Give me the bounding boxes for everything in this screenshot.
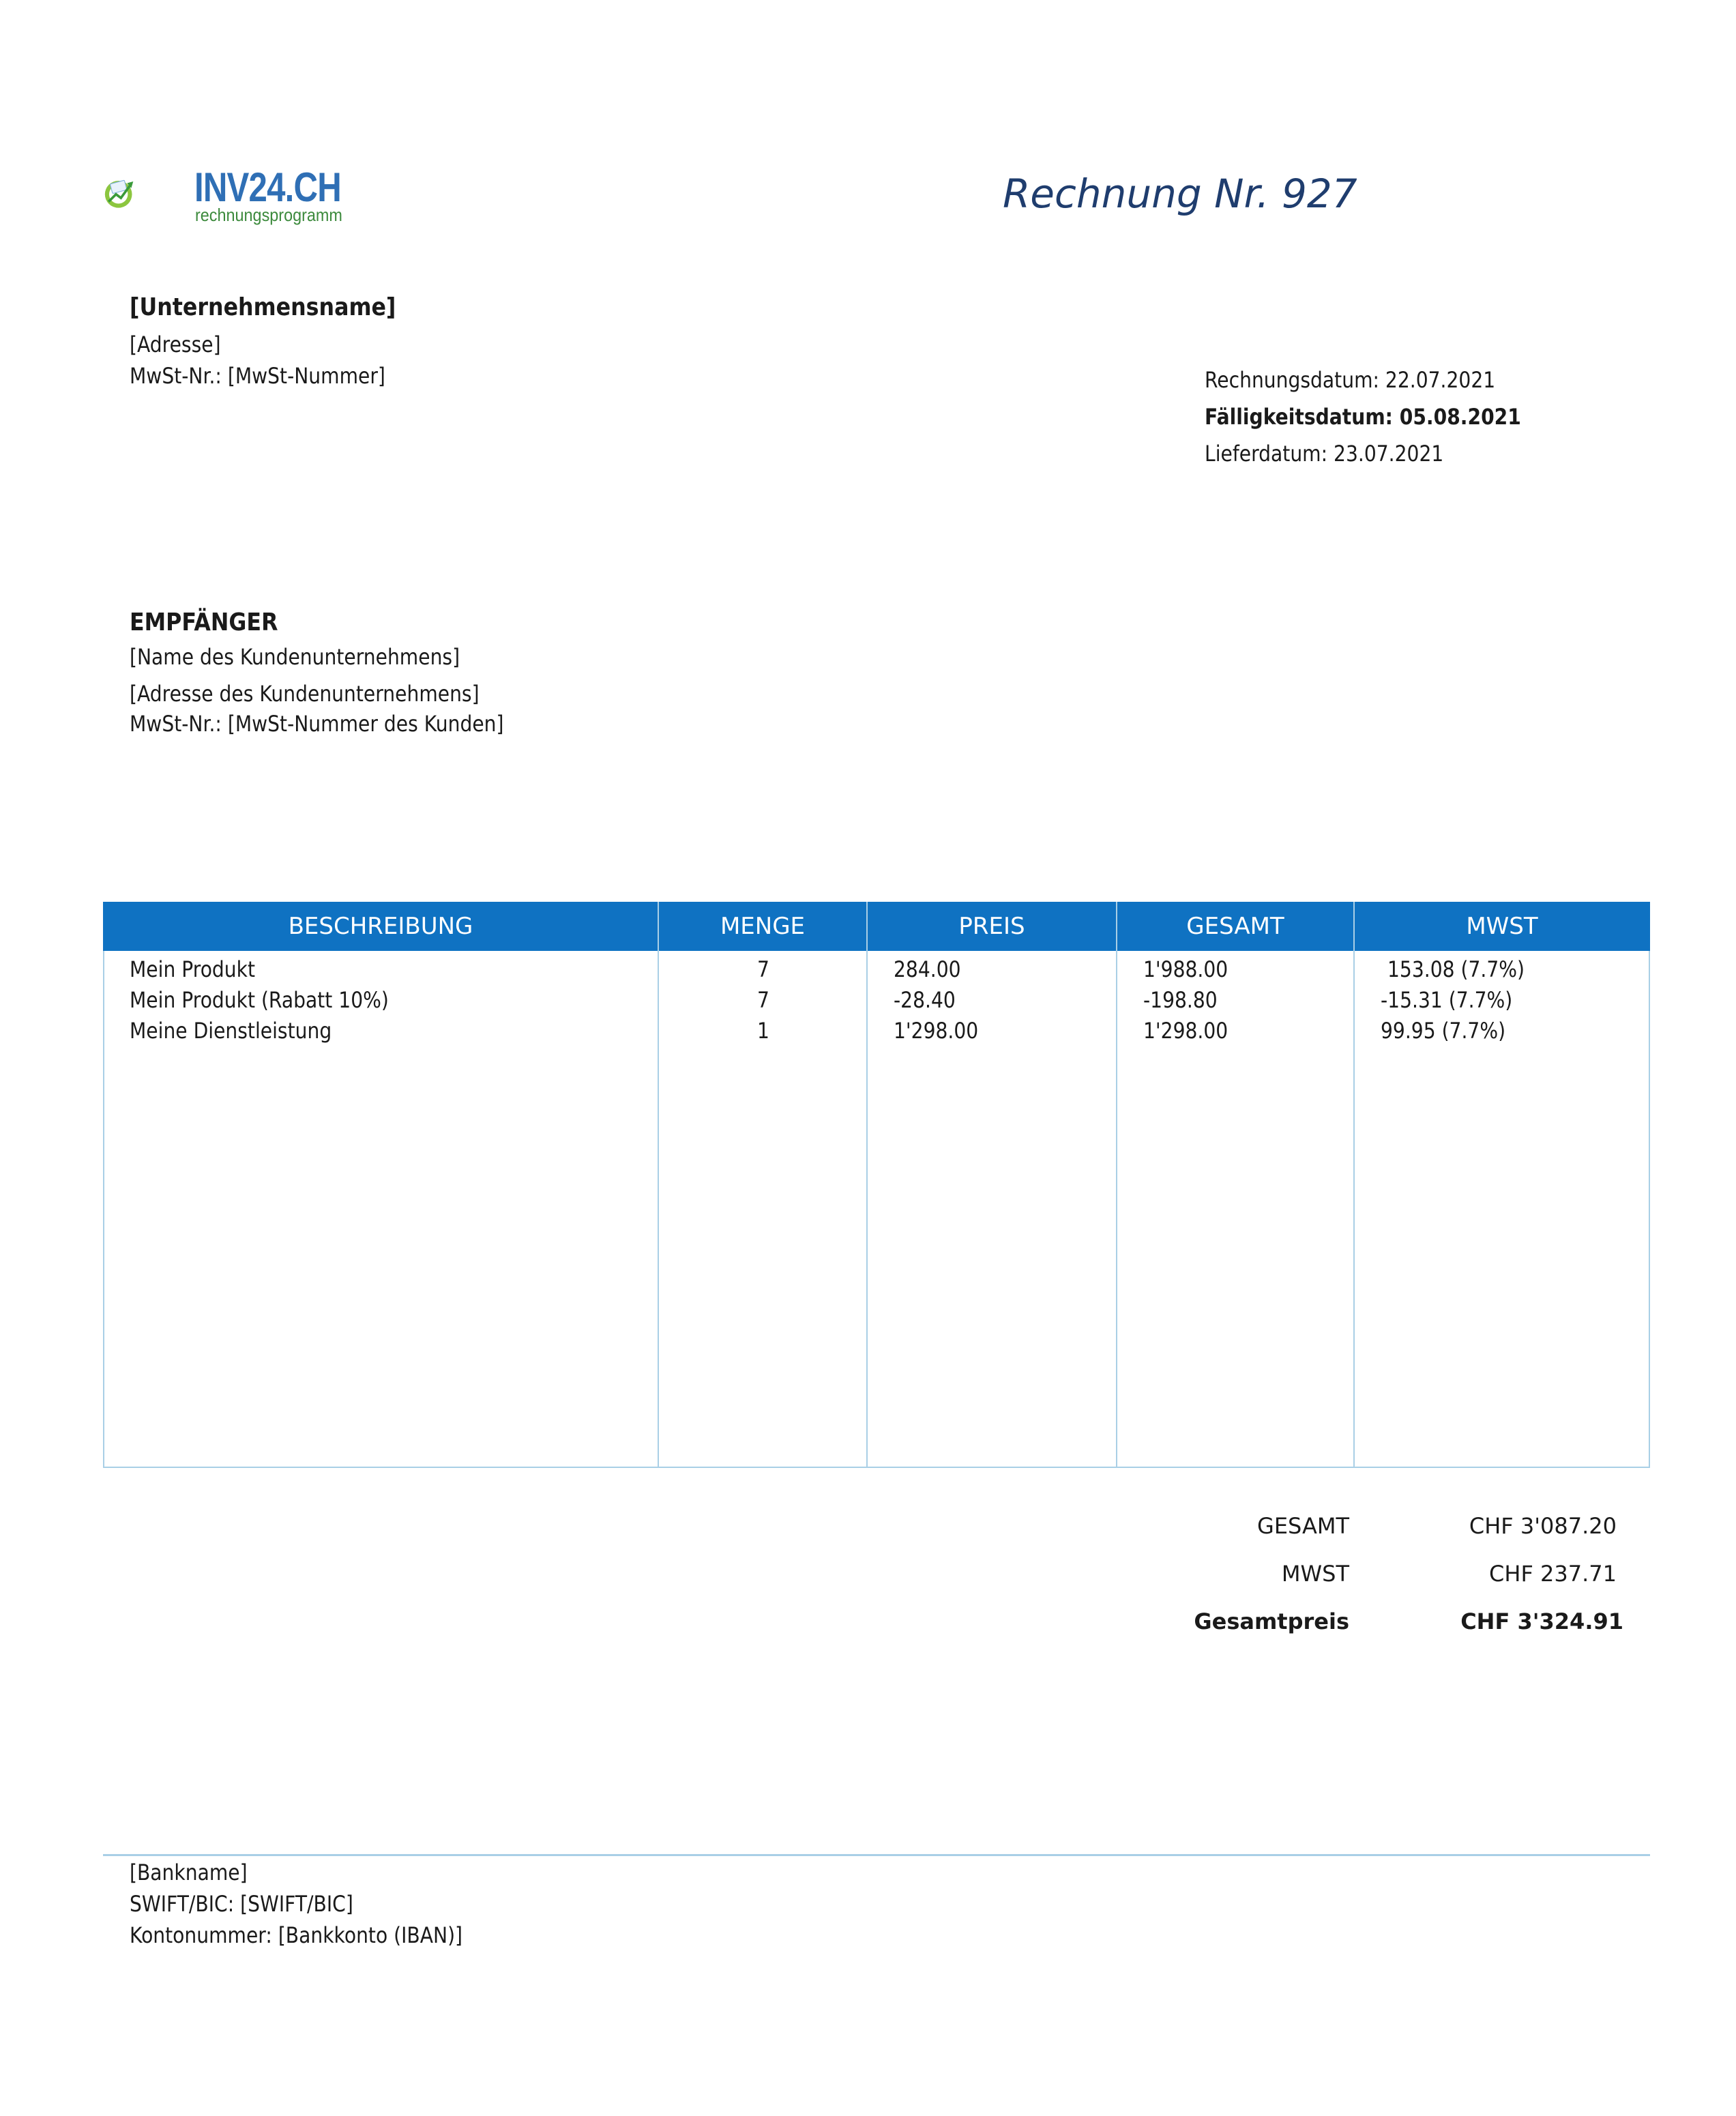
row-3-price: 1'298.00 [894,1018,979,1044]
logo-graphic [104,149,192,237]
column-divider [1353,902,1355,1468]
recipient-name: [Name des Kundenunternehmens] [130,644,460,670]
vat-total-value: CHF 237.71 [1489,1561,1617,1587]
invoice-title: Rechnung Nr. 927 [1003,171,1357,217]
recipient-vat: MwSt-Nr.: [MwSt-Nummer des Kunden] [130,711,504,737]
delivery-date: Lieferdatum: 23.07.2021 [1205,441,1444,467]
column-header-total: GESAMT [1186,913,1284,940]
recipient-address: [Adresse des Kundenunternehmens] [130,681,480,707]
bank-swift: SWIFT/BIC: [SWIFT/BIC] [130,1891,353,1917]
bank-account: Kontonummer: [Bankkonto (IBAN)] [130,1922,463,1948]
row-1-quantity: 7 [757,956,769,982]
row-2-description: Mein Produkt (Rabatt 10%) [130,987,389,1013]
column-divider [658,902,659,1468]
recipient-heading: EMPFÄNGER [130,608,278,636]
column-header-description: BESCHREIBUNG [288,913,473,940]
column-divider [1116,902,1117,1468]
row-1-description: Mein Produkt [130,956,255,982]
row-2-total: -198.80 [1143,987,1218,1013]
logo-brand-text: INV24.CH [194,164,341,210]
sender-address: [Adresse] [130,332,221,357]
logo-tagline: rechnungsprogramm [195,205,342,225]
row-3-quantity: 1 [757,1018,769,1044]
row-1-total: 1'988.00 [1143,956,1229,982]
subtotal-value: CHF 3'087.20 [1469,1513,1617,1539]
row-3-total: 1'298.00 [1143,1018,1229,1044]
row-1-vat: 153.08 (7.7%) [1387,956,1525,982]
row-3-vat: 99.95 (7.7%) [1381,1018,1506,1044]
sender-company-name: [Unternehmensname] [130,293,396,321]
bank-name: [Bankname] [130,1860,248,1885]
column-header-price: PREIS [958,913,1025,940]
footer-divider [103,1854,1650,1856]
row-1-price: 284.00 [894,956,961,982]
grand-total-value: CHF 3'324.91 [1460,1608,1623,1634]
subtotal-label: GESAMT [1257,1513,1349,1539]
invoice-date: Rechnungsdatum: 22.07.2021 [1205,367,1496,393]
sender-vat: MwSt-Nr.: [MwSt-Nummer] [130,363,385,389]
row-2-price: -28.40 [894,987,956,1013]
row-3-description: Meine Dienstleistung [130,1018,332,1044]
grand-total-label: Gesamtpreis [1194,1608,1349,1634]
column-header-quantity: MENGE [720,913,806,940]
vat-total-label: MWST [1281,1561,1349,1587]
row-2-vat: -15.31 (7.7%) [1381,987,1513,1013]
column-header-vat: MWST [1466,913,1538,940]
column-divider [866,902,868,1468]
row-2-quantity: 7 [757,987,769,1013]
due-date: Fälligkeitsdatum: 05.08.2021 [1205,404,1521,430]
